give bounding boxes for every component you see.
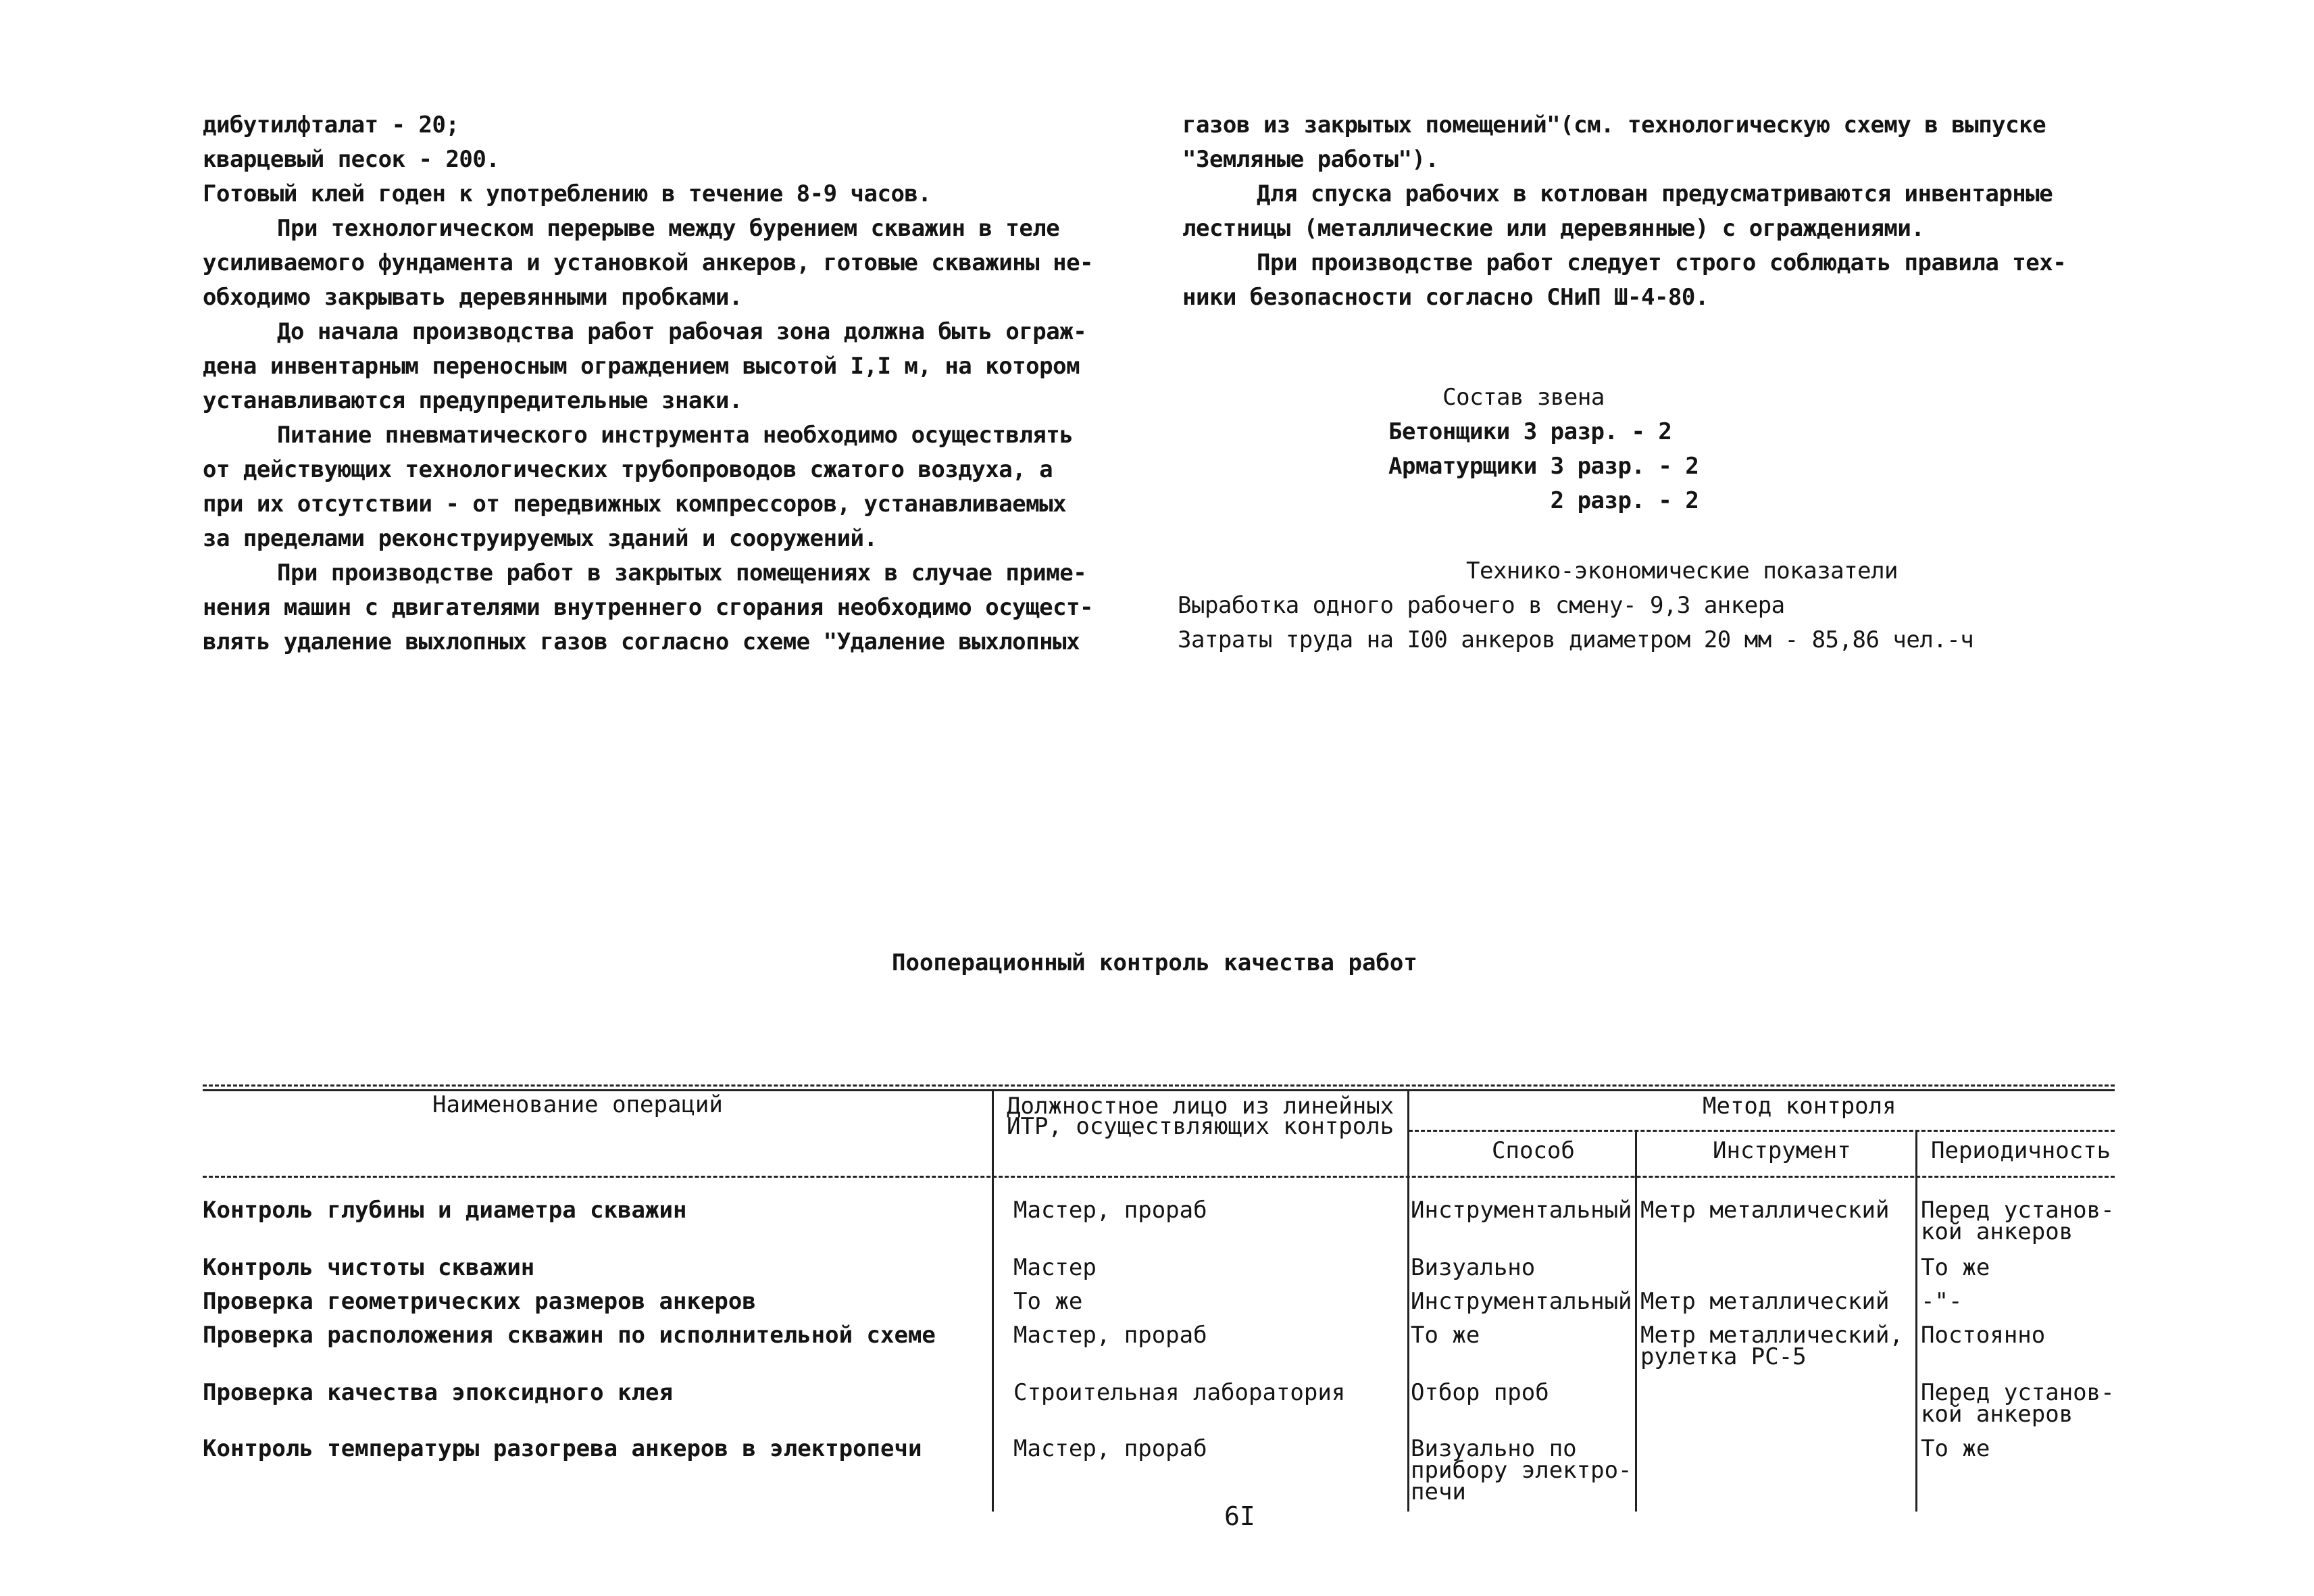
text-line: Питание пневматического инструмента необходимо осуществлять	[277, 422, 1074, 449]
cell-period: То же	[1921, 1254, 1990, 1281]
cell-tool: Метр металлический	[1640, 1288, 1890, 1315]
text-line: при их отсутствии - от передвижных компрессоров, устанавливаемых	[203, 491, 1067, 518]
cell-way: То же	[1411, 1322, 1480, 1349]
cell-operation: Контроль температуры разогрева анкеров в электропечи	[203, 1435, 922, 1462]
cell-operation: Проверка геометрических размеров анкеров	[203, 1288, 756, 1315]
text-line: устанавливаются предупредительные знаки.	[203, 387, 743, 414]
cell-period: То же	[1921, 1435, 1990, 1462]
crew-title: Состав звена	[1442, 384, 1605, 411]
text-line: При производстве работ в закрытых помещениях в случае приме-	[277, 559, 1087, 587]
cell-way: Визуально	[1411, 1254, 1536, 1281]
cell-way: Инструментальный	[1411, 1288, 1632, 1315]
table-col-divider	[1635, 1130, 1637, 1512]
indicators-title: Технико-экономические показатели	[1466, 557, 1898, 584]
header-operation: Наименование операций	[432, 1091, 723, 1118]
cell-person: Мастер, прораб	[1013, 1322, 1207, 1349]
cell-way: Инструментальный	[1411, 1197, 1632, 1224]
table-subheader-rule	[1409, 1130, 2115, 1132]
text-line: До начала производства работ рабочая зона должна быть ограж-	[277, 318, 1087, 345]
cell-way: Отбор проб	[1411, 1379, 1549, 1406]
cell-period: -"-	[1921, 1288, 1963, 1315]
cell-operation: Контроль глубины и диаметра скважин	[203, 1197, 687, 1224]
cell-tool: Метр металлический, рулетка РС-5	[1640, 1322, 1903, 1370]
header-way: Способ	[1492, 1137, 1575, 1164]
cell-operation: Проверка расположения скважин по исполнительной схеме	[203, 1322, 936, 1349]
page-number: 6I	[1224, 1501, 1255, 1531]
crew-line: Бетонщики 3 разр. - 2	[1388, 418, 1672, 445]
text-line: за пределами реконструируемых зданий и сооружений.	[203, 525, 878, 552]
text-line: обходимо закрывать деревянными пробками.	[203, 284, 743, 311]
cell-tool: Метр металлический	[1640, 1197, 1890, 1224]
table-top-rule	[203, 1084, 2115, 1087]
cell-period: Постоянно	[1921, 1322, 2046, 1349]
cell-person: То же	[1013, 1288, 1083, 1315]
text-line: дибутилфталат - 20;	[203, 111, 459, 139]
text-line: Готовый клей годен к употреблению в течение 8-9 часов.	[203, 180, 932, 207]
crew-line: Арматурщики 3 разр. - 2	[1388, 453, 1699, 480]
text-line: усиливаемого фундамента и установкой анкеров, готовые скважины не-	[203, 249, 1094, 276]
cell-operation: Контроль чистоты скважин	[203, 1254, 535, 1281]
text-line: кварцевый песок - 200.	[203, 146, 500, 173]
text-line: Для спуска рабочих в котлован предусматриваются инвентарные	[1257, 180, 2053, 207]
table-col-divider	[992, 1089, 994, 1512]
header-tool: Инструмент	[1713, 1137, 1851, 1164]
cell-operation: Проверка качества эпоксидного клея	[203, 1379, 673, 1406]
text-line: от действующих технологических трубопроводов сжатого воздуха, а	[203, 456, 1053, 483]
text-line: дена инвентарным переносным ограждением высотой I,I м, на котором	[203, 353, 1080, 380]
cell-person: Мастер, прораб	[1013, 1197, 1207, 1224]
indicator-line: Затраты труда на I00 анкеров диаметром 20 мм - 85,86 чел.-ч	[1178, 626, 1974, 653]
right-text-column	[1182, 108, 2128, 315]
text-line: лестницы (металлические или деревянные) с ограждениями.	[1182, 215, 1925, 242]
text-line: газов из закрытых помещений"(см. технологическую схему в выпуске	[1182, 111, 2046, 139]
text-line: "Земляные работы").	[1182, 146, 1439, 173]
text-line: При технологическом перерыве между бурением скважин в теле	[277, 215, 1060, 242]
header-person: Должностное лицо из линейных ИТР, осуществляющих контроль	[1007, 1093, 1394, 1140]
header-period: Периодичность	[1931, 1137, 2111, 1164]
cell-person: Строительная лаборатория	[1013, 1379, 1346, 1406]
table-col-divider	[1915, 1130, 1917, 1512]
cell-person: Мастер	[1013, 1254, 1097, 1281]
cell-way: Визуально по прибору электро- печи	[1411, 1435, 1632, 1505]
header-method: Метод контроля	[1703, 1093, 1896, 1120]
text-line: При производстве работ следует строго соблюдать правила тех-	[1257, 249, 2067, 276]
text-line: нения машин с двигателями внутреннего сгорания необходимо осущест-	[203, 594, 1094, 621]
indicator-line: Выработка одного рабочего в смену- 9,3 анкера	[1178, 592, 1785, 619]
table-col-divider	[1407, 1089, 1409, 1512]
crew-line: 2 разр. - 2	[1388, 487, 1699, 514]
cell-period: Перед установ- кой анкеров	[1921, 1197, 2115, 1245]
table-title: Пооперационный контроль качества работ	[892, 949, 1417, 976]
left-text-column	[203, 108, 1122, 659]
text-line: ники безопасности согласно СНиП Ш-4-80.	[1182, 284, 1709, 311]
text-line: влять удаление выхлопных газов согласно схеме "Удаление выхлопных	[203, 628, 1080, 655]
table-header-rule	[203, 1176, 2115, 1178]
cell-period: Перед установ- кой анкеров	[1921, 1379, 2115, 1428]
cell-person: Мастер, прораб	[1013, 1435, 1207, 1462]
